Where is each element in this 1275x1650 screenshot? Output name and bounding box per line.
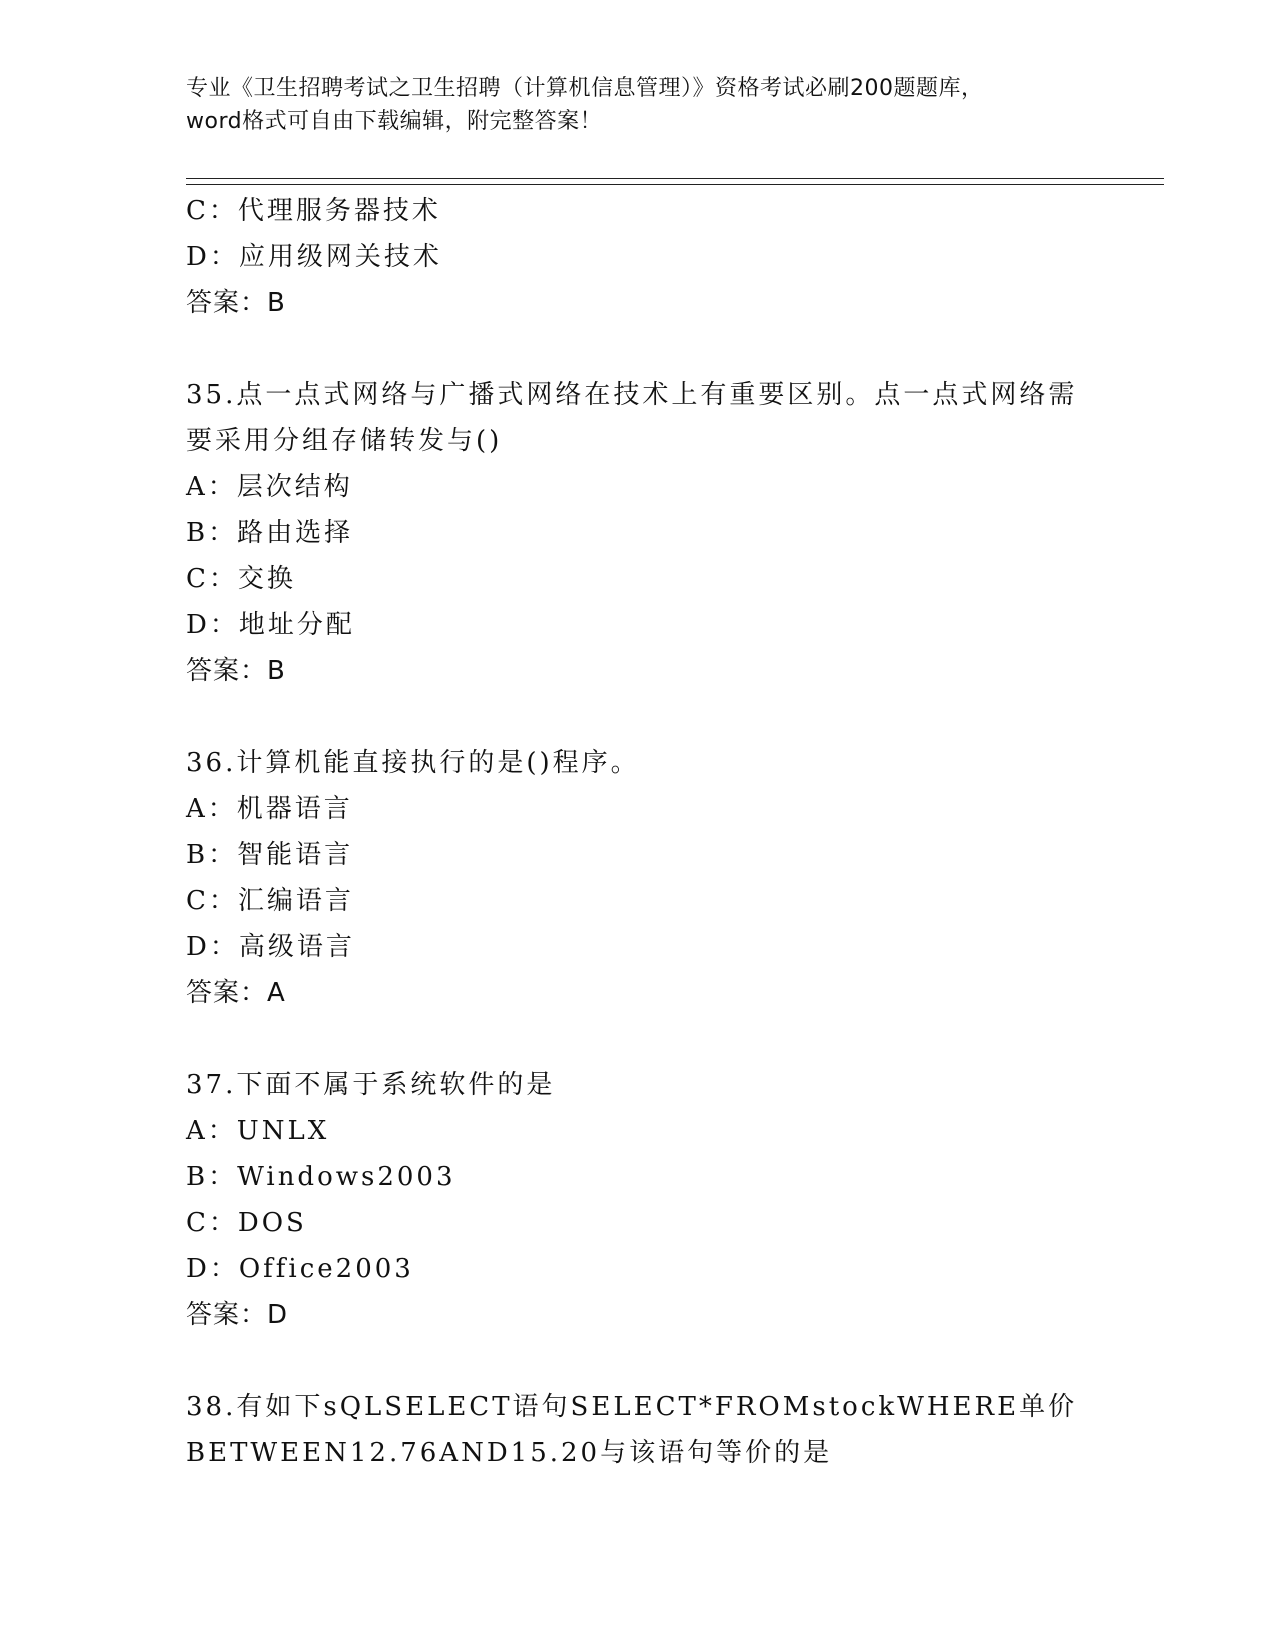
question-36 xyxy=(186,740,1086,1016)
answer-line: 答案：A xyxy=(186,978,286,1008)
option-c: C：DOS xyxy=(186,1208,307,1238)
option-a: A：层次结构 xyxy=(186,472,353,502)
question-list xyxy=(186,188,1086,1476)
question-37 xyxy=(186,1062,1086,1338)
question-stem: BETWEEN12.76AND15.20与该语句等价的是 xyxy=(186,1438,833,1468)
question-38 xyxy=(186,1384,1086,1476)
question-stem: 38.有如下sQLSELECT语句SELECT*FROMstockWHERE单价 xyxy=(186,1392,1078,1422)
option-d: D：Office2003 xyxy=(186,1254,414,1284)
question-stem: 36.计算机能直接执行的是()程序。 xyxy=(186,748,640,778)
option-c: C：交换 xyxy=(186,564,296,594)
question-35 xyxy=(186,372,1086,694)
question-stem: 37.下面不属于系统软件的是 xyxy=(186,1070,556,1100)
option-d: D：高级语言 xyxy=(186,932,355,962)
option-a: A：UNLX xyxy=(186,1116,330,1146)
header-divider-top xyxy=(186,178,1164,179)
option-c: C：汇编语言 xyxy=(186,886,354,916)
option-d: D：地址分配 xyxy=(186,610,355,640)
option-c: C：代理服务器技术 xyxy=(186,196,441,226)
option-b: B：Windows2003 xyxy=(186,1162,456,1192)
option-b: B：路由选择 xyxy=(186,518,354,548)
answer-line: 答案：B xyxy=(186,656,286,686)
header-title-line-1: 专业《卫生招聘考试之卫生招聘（计算机信息管理）》资格考试必刷200题题库， xyxy=(186,76,984,101)
answer-line: 答案：D xyxy=(186,1300,289,1330)
header-divider-bottom xyxy=(186,184,1164,185)
question-34-tail xyxy=(186,188,1086,326)
option-b: B：智能语言 xyxy=(186,840,354,870)
header-title-line-2: word格式可自由下载编辑，附完整答案！ xyxy=(186,109,603,134)
option-a: A：机器语言 xyxy=(186,794,353,824)
question-stem: 35.点一点式网络与广播式网络在技术上有重要区别。点一点式网络需 xyxy=(186,380,1078,410)
question-stem: 要采用分组存储转发与() xyxy=(186,426,503,456)
option-d: D：应用级网关技术 xyxy=(186,242,442,272)
answer-line: 答案：B xyxy=(186,288,286,318)
document-header xyxy=(186,72,1086,138)
